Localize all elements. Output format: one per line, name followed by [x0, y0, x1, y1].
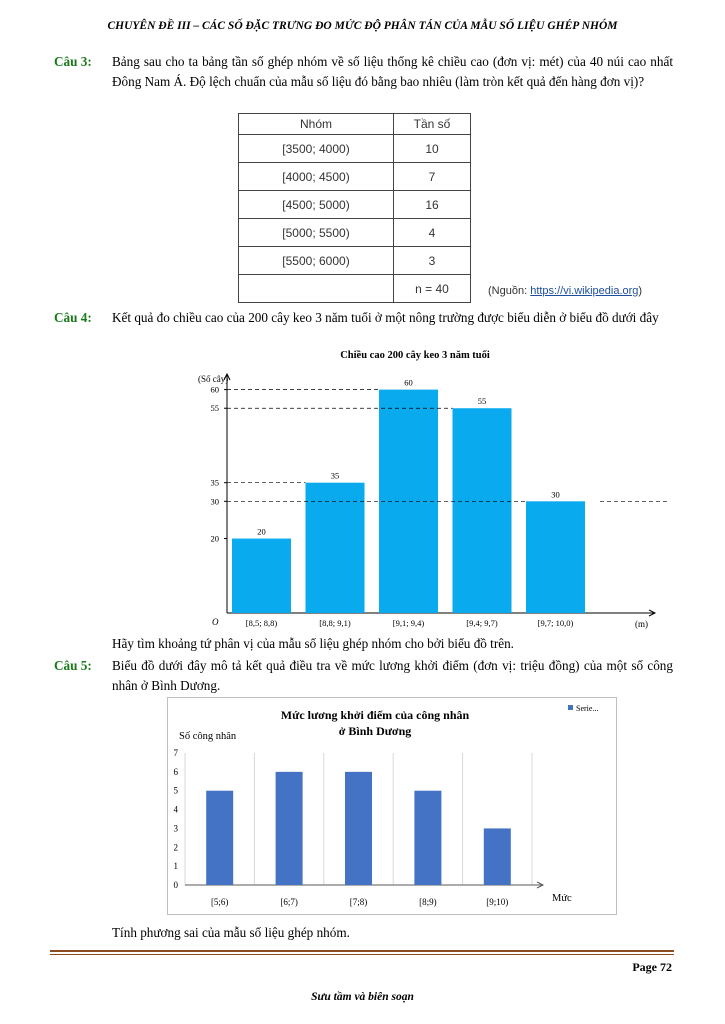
question-4	[54, 308, 673, 328]
table-cell-group: [4500; 5000)	[239, 191, 394, 219]
table-cell-frequency: 16	[394, 191, 471, 219]
table-cell-group: [5500; 6000)	[239, 247, 394, 275]
x-tick-label: [7;8)	[349, 897, 368, 907]
table-row	[239, 191, 471, 219]
table-row	[239, 219, 471, 247]
bar	[526, 501, 585, 613]
table-header-frequency: Tần số	[394, 114, 471, 135]
question-5-text: Biểu đồ dưới đây mô tả kết quả điều tra về mức lương khởi điểm (đơn vị: triệu đồng) của một số công nhân ở Bình Dương.	[112, 658, 673, 693]
question-3-label: Câu 3:	[54, 54, 92, 69]
y-tick-label: 2	[173, 842, 178, 853]
table-cell-empty	[239, 275, 394, 303]
y-tick-label: 30	[210, 496, 219, 507]
table-cell-frequency: 3	[394, 247, 471, 275]
footer-divider-thin	[50, 954, 674, 955]
bar	[484, 828, 511, 885]
y-tick-label: 3	[173, 823, 178, 834]
x-tick-label: [6;7)	[280, 897, 298, 907]
x-axis-label: Mức	[552, 893, 572, 904]
bar-value-label: 35	[330, 470, 340, 481]
bar	[206, 791, 233, 885]
chart-title: Mức lương khởi điểm của công nhân	[280, 708, 470, 722]
chart-title: Chiều cao 200 cây keo 3 năm tuổi	[340, 350, 490, 361]
legend-swatch	[568, 705, 573, 710]
bar	[379, 390, 438, 613]
question-5-task: Tính phương sai của mẫu số liệu ghép nhóm.	[112, 925, 350, 940]
bar	[306, 483, 365, 613]
table-cell-group: [3500; 4000)	[239, 135, 394, 163]
x-tick-label: [9,1; 9,4)	[392, 618, 425, 628]
table-row	[239, 247, 471, 275]
table-cell-frequency: 4	[394, 219, 471, 247]
source-suffix: )	[638, 285, 643, 297]
table-cell-group: [4000; 4500)	[239, 163, 394, 191]
source-prefix: (Nguồn:	[488, 285, 531, 297]
y-tick-label: 4	[173, 804, 178, 815]
table-cell-group: [5000; 5500)	[239, 219, 394, 247]
x-axis-label: (m)	[635, 619, 648, 629]
origin-label: O	[212, 617, 219, 627]
question-3	[54, 52, 673, 92]
table-row	[239, 135, 471, 163]
question-4-task: Hãy tìm khoảng tứ phân vị của mẫu số liệu ghép nhóm cho bởi biểu đồ trên.	[112, 636, 514, 651]
x-tick-label: [8,5; 8,8)	[245, 618, 278, 628]
x-tick-label: [9;10)	[486, 897, 509, 907]
bar-value-label: 20	[257, 526, 266, 537]
x-tick-label: [8;9)	[419, 897, 437, 907]
question-5	[54, 656, 673, 696]
bar	[453, 408, 512, 613]
chart-title-line2: ở Bình Dương	[338, 724, 412, 738]
y-tick-label: 0	[173, 880, 178, 890]
question-5-label: Câu 5:	[54, 658, 92, 673]
y-axis-label: (Số cây)	[198, 374, 229, 384]
legend-label: Serie...	[576, 704, 599, 713]
bar	[414, 791, 441, 885]
table-cell-total: n = 40	[394, 275, 471, 303]
frequency-table	[238, 113, 471, 303]
x-tick-label: [9,7; 10,0)	[537, 618, 574, 628]
y-tick-label: 1	[173, 861, 178, 872]
x-tick-label: [5;6)	[210, 897, 229, 907]
tree-height-chart-body	[198, 350, 670, 629]
y-tick-label: 55	[210, 403, 219, 414]
tree-height-chart	[160, 345, 670, 635]
table-cell-frequency: 10	[394, 135, 471, 163]
x-tick-label: [9,4; 9,7)	[466, 618, 498, 628]
bar	[345, 772, 372, 885]
table-total-row	[239, 275, 471, 303]
source-note	[488, 285, 642, 297]
table-cell-frequency: 7	[394, 163, 471, 191]
salary-chart	[167, 697, 617, 915]
table-header-group: Nhóm	[239, 114, 394, 135]
bar	[276, 772, 303, 885]
y-tick-label: 60	[210, 384, 219, 395]
x-tick-label: [8,8; 9,1)	[319, 618, 351, 628]
y-tick-label: 6	[173, 766, 178, 777]
footer-divider	[50, 950, 674, 952]
question-4-label: Câu 4:	[54, 310, 92, 325]
y-tick-label: 5	[173, 785, 178, 796]
footer-text: Sưu tầm và biên soạn	[311, 991, 414, 1003]
bar	[232, 539, 291, 613]
question-3-text: Bảng sau cho ta bảng tần số ghép nhóm về số liệu thống kê chiều cao (đơn vị: mét) của 40 núi cao nhất Đông Nam Á. Độ lệch chuẩn của mẫu số liệu đó bằng bao nhiêu (làm tròn kết quả đến hàng đơn vị)?	[112, 54, 673, 89]
bar-value-label: 30	[551, 489, 560, 500]
table-header-row	[239, 114, 471, 135]
salary-chart-body	[168, 698, 617, 915]
y-tick-label: 20	[210, 533, 219, 544]
y-axis-label: Số công nhân	[179, 731, 237, 742]
bar-value-label: 60	[404, 377, 413, 388]
bar-value-label: 55	[477, 396, 487, 407]
y-tick-label: 35	[210, 477, 219, 488]
y-tick-label: 7	[173, 748, 178, 758]
question-4-text: Kết quả đo chiều cao của 200 cây keo 3 năm tuổi ở một nông trường được biểu diễn ở biểu đồ dưới đây	[112, 310, 659, 325]
source-link[interactable]: https://vi.wikipedia.org	[530, 285, 639, 297]
page-header: CHUYÊN ĐỀ III – CÁC SỐ ĐẶC TRƯNG ĐO MỨC ĐỘ PHÂN TÁN CỦA MẪU SỐ LIỆU GHÉP NHÓM	[107, 20, 618, 32]
table-row	[239, 163, 471, 191]
page-number: Page 72	[632, 960, 672, 974]
